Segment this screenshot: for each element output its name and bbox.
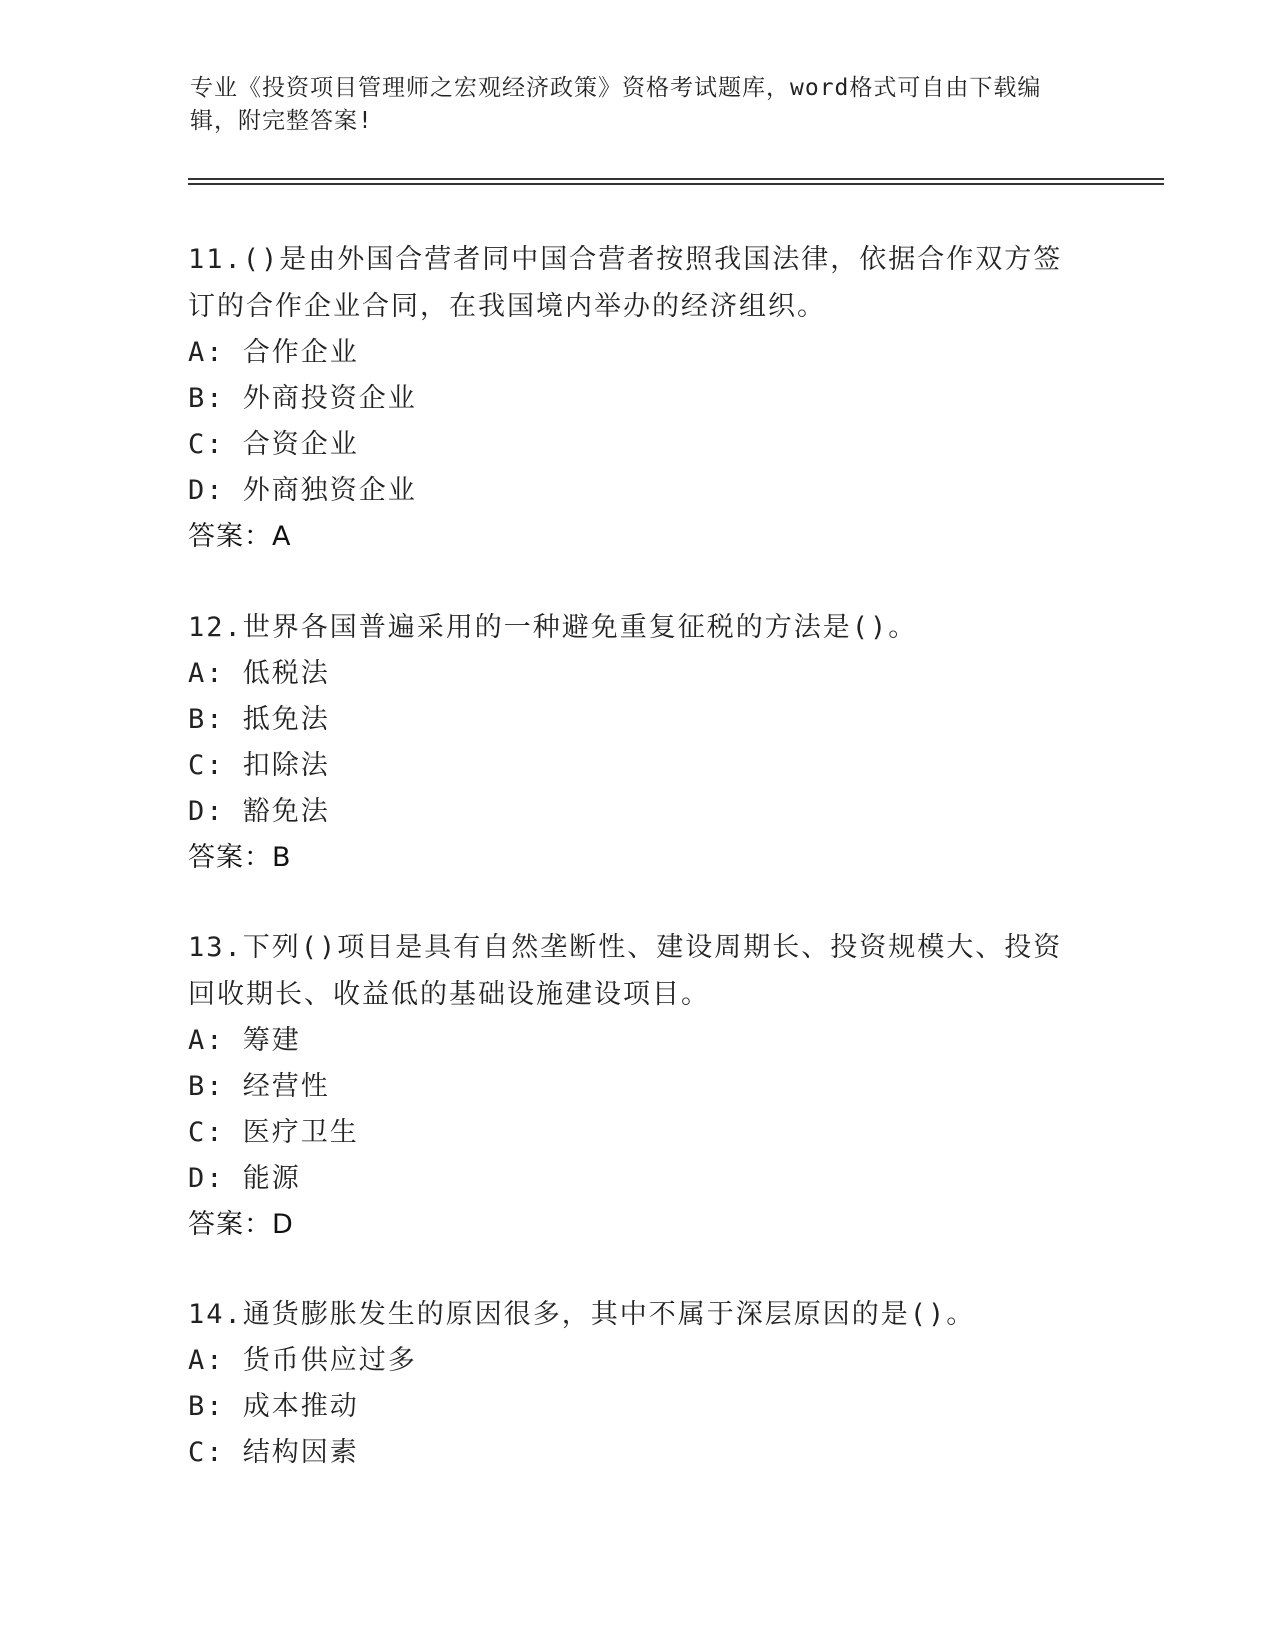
option-b: B: 成本推动 — [188, 1391, 359, 1422]
question-14 — [188, 1291, 1088, 1476]
option-a: A: 合作企业 — [188, 337, 359, 368]
option-b: B: 外商投资企业 — [188, 383, 417, 414]
option-c: C: 医疗卫生 — [188, 1117, 359, 1148]
question-13 — [188, 924, 1088, 1248]
option-d: D: 外商独资企业 — [188, 475, 417, 506]
option-b: B: 经营性 — [188, 1071, 330, 1102]
option-c: C: 合资企业 — [188, 429, 359, 460]
option-c: C: 结构因素 — [188, 1437, 359, 1468]
question-stem: 13.下列()项目是具有自然垄断性、建设周期长、投资规模大、投资回收期长、收益低的基础设施建设项目。 — [188, 932, 1063, 1010]
header-divider-bottom — [188, 183, 1164, 185]
question-12 — [188, 604, 1088, 881]
option-d: D: 能源 — [188, 1163, 301, 1194]
option-a: A: 低税法 — [188, 658, 330, 689]
answer-line: 答案：A — [188, 521, 292, 552]
option-a: A: 货币供应过多 — [188, 1345, 417, 1376]
question-11 — [188, 236, 1088, 560]
option-c: C: 扣除法 — [188, 750, 330, 781]
question-stem: 14.通货膨胀发生的原因很多，其中不属于深层原因的是()。 — [188, 1299, 976, 1330]
header-divider-top — [188, 178, 1164, 180]
option-b: B: 抵免法 — [188, 704, 330, 735]
document-intro: 专业《投资项目管理师之宏观经济政策》资格考试题库，word格式可自由下载编辑，附完整答案! — [190, 75, 1042, 134]
answer-line: 答案：B — [188, 842, 292, 873]
question-stem: 12.世界各国普遍采用的一种避免重复征税的方法是()。 — [188, 612, 918, 643]
answer-line: 答案：D — [188, 1209, 294, 1240]
question-stem: 11.()是由外国合营者同中国合营者按照我国法律，依据合作双方签订的合作企业合同，在我国境内举办的经济组织。 — [188, 244, 1063, 322]
option-d: D: 豁免法 — [188, 796, 330, 827]
option-a: A: 筹建 — [188, 1025, 301, 1056]
